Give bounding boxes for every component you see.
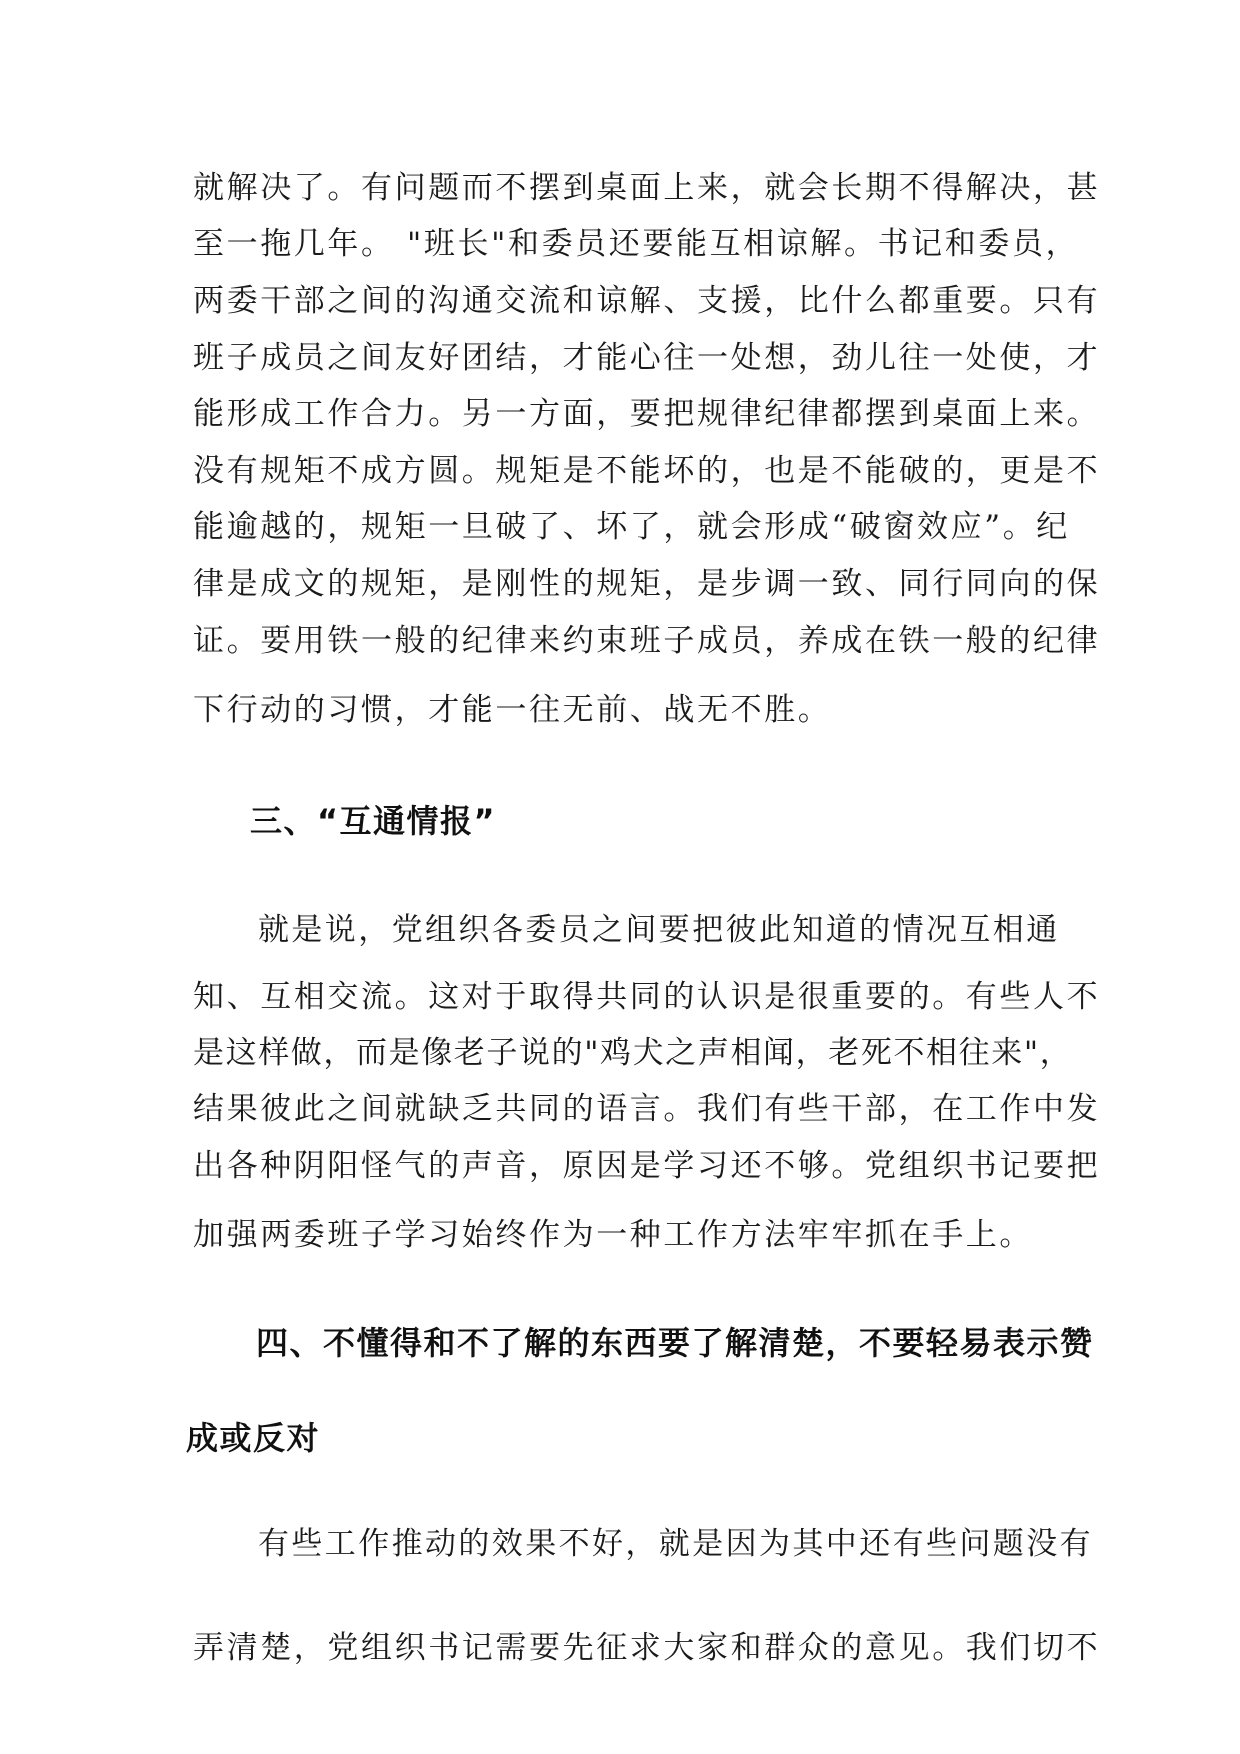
paragraph-line: 就是说，党组织各委员之间要把彼此知道的情况互相通	[258, 912, 1060, 948]
section-heading: 四、不懂得和不了解的东西要了解清楚，不要轻易表示赞	[256, 1324, 1094, 1362]
paragraph-line: 下行动的习惯，才能一往无前、战无不胜。	[193, 692, 832, 728]
paragraph-line: 没有规矩不成方圆。规矩是不能坏的，也是不能破的，更是不	[193, 453, 1101, 489]
paragraph-line: 有些工作推动的效果不好，就是因为其中还有些问题没有	[258, 1526, 1093, 1562]
paragraph-line: 能逾越的，规矩一旦破了、坏了，就会形成“破窗效应”。纪	[193, 509, 1070, 545]
paragraph-line: 就解决了。有问题而不摆到桌面上来，就会长期不得解决，甚	[193, 170, 1101, 206]
paragraph-line: 律是成文的规矩，是刚性的规矩，是步调一致、同行同向的保	[193, 566, 1101, 602]
paragraph-line: 能形成工作合力。另一方面，要把规律纪律都摆到桌面上来。	[193, 396, 1101, 432]
section-heading-continued: 成或反对	[186, 1419, 321, 1457]
paragraph-line: 证。要用铁一般的纪律来约束班子成员，养成在铁一般的纪律	[193, 623, 1101, 659]
paragraph-line: 出各种阴阳怪气的声音，原因是学习还不够。党组织书记要把	[193, 1148, 1101, 1184]
paragraph-line: 两委干部之间的沟通交流和谅解、支援，比什么都重要。只有	[193, 283, 1101, 319]
paragraph-line: 是这样做，而是像老子说的"鸡犬之声相闻，老死不相往来"，	[193, 1035, 1073, 1071]
paragraph-line: 至一拖几年。 "班长"和委员还要能互相谅解。书记和委员，	[193, 226, 1080, 262]
paragraph-line: 加强两委班子学习始终作为一种工作方法牢牢抓在手上。	[193, 1217, 1033, 1253]
paragraph-line: 班子成员之间友好团结，才能心往一处想，劲儿往一处使，才	[193, 340, 1101, 376]
paragraph-line: 弄清楚，党组织书记需要先征求大家和群众的意见。我们切不	[193, 1630, 1101, 1666]
section-heading: 三、“互通情报”	[250, 802, 497, 840]
paragraph-line: 知、互相交流。这对于取得共同的认识是很重要的。有些人不	[193, 979, 1101, 1015]
paragraph-line: 结果彼此之间就缺乏共同的语言。我们有些干部，在工作中发	[193, 1091, 1101, 1127]
